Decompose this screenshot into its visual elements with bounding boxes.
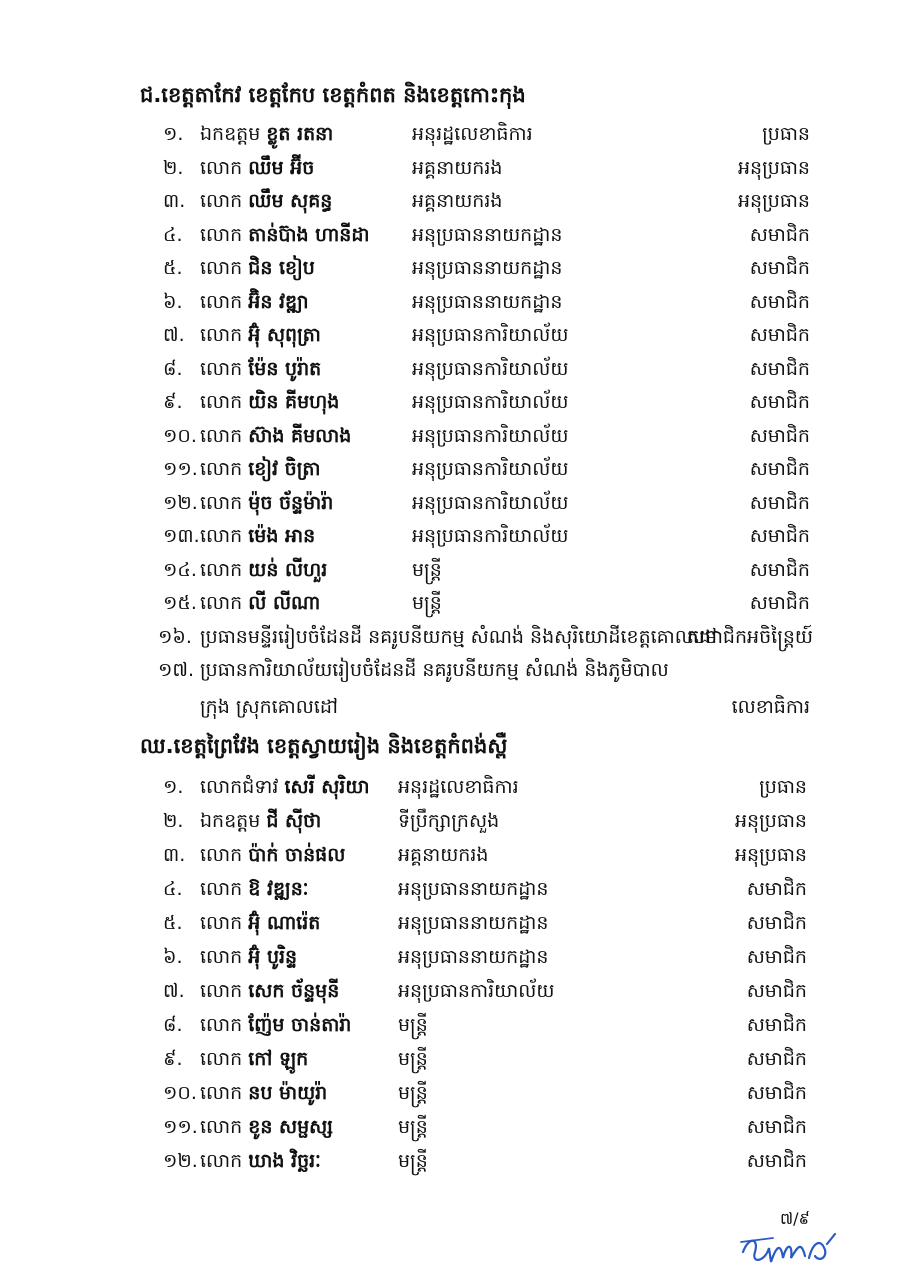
list-item: [0, 457, 905, 489]
item-position: ទីប្រឹក្សាក្រសួង: [398, 810, 500, 832]
item-role: សមាជិក: [746, 946, 807, 968]
item-position: អនុប្រធានការិយាល័យ: [412, 491, 569, 514]
list-item: [0, 223, 905, 255]
item-position: អគ្គនាយករង: [412, 190, 503, 212]
item-role: សមាជិក: [749, 491, 810, 514]
item-number: ៧.: [163, 980, 185, 1002]
list-item: [0, 390, 905, 422]
item-role: អនុប្រធាន: [735, 844, 807, 866]
item-honorific: [200, 843, 345, 871]
item-number: ៦.: [163, 946, 183, 968]
section1-title: ជ.ខេត្តតាកែវ ខេត្តកែប ខេត្តកំពត និងខេត្តកោះកុង: [140, 83, 526, 107]
item-role: សមាជិក: [746, 1048, 807, 1070]
item-honorific: [200, 1081, 327, 1109]
item-position: អនុប្រធាននាយកដ្ឋាន: [398, 878, 549, 900]
item-number: ៩.: [163, 1048, 183, 1070]
item-position: មន្ត្រី: [398, 1082, 428, 1104]
list-item: [0, 1081, 905, 1113]
item-position: អគ្គនាយករង: [398, 844, 489, 866]
item-honorific: [200, 156, 314, 184]
item-honorific: [200, 558, 327, 586]
item-title: ឯកឧត្តម: [200, 123, 261, 145]
item-name: ស៊ាង គីមលាង: [248, 424, 352, 447]
item-position: មន្ត្រី: [412, 558, 442, 581]
list-item: [0, 695, 905, 727]
item-honorific: [200, 809, 321, 837]
item-role: សមាជិក: [749, 424, 810, 447]
item-title: ឯកឧត្តម: [200, 810, 261, 832]
item-number: ១៧.: [158, 659, 195, 681]
item-name: អ៊ុំ ណារ៉េត: [248, 912, 321, 934]
item-honorific: [200, 256, 315, 284]
item-role: សមាជិក: [746, 1150, 807, 1172]
item-position: អនុប្រធានការិយាល័យ: [412, 324, 569, 346]
item-position: មន្ត្រី: [398, 1014, 428, 1036]
item-honorific: [200, 357, 321, 385]
item-honorific: [200, 979, 339, 1007]
item-name: នប ម៉ាយូរ៉ា: [248, 1082, 328, 1104]
item-title: លោក: [200, 257, 243, 279]
item-role: លេខាធិការ: [731, 696, 810, 718]
item-number: ១៤.: [163, 558, 197, 581]
item-role: សមាជិក: [746, 1116, 807, 1138]
list-item: [0, 911, 905, 943]
item-name: ប៉ាក់ ចាន់ផល: [248, 844, 346, 866]
item-position: មន្ត្រី: [398, 1048, 428, 1070]
item-title: លោក: [200, 458, 243, 480]
list-item: [0, 256, 905, 288]
item-role: អនុប្រធាន: [735, 810, 807, 832]
item-name: ឈឹម សុគន្ធ: [248, 190, 333, 212]
item-number: ១៦.: [158, 626, 192, 648]
list-item: [0, 775, 905, 807]
item-name: ជិន ខៀប: [248, 257, 315, 279]
item-title: លោកជំទាវ: [200, 776, 279, 798]
item-position: ប្រធានការិយាល័យរៀបចំដែនដី នគរូបនីយកម្ម សំណង់ និងភូមិបាល: [200, 659, 669, 681]
list-item: [0, 809, 905, 841]
item-position: អនុប្រធានការិយាល័យ: [412, 424, 569, 447]
item-position: អនុប្រធាននាយកដ្ឋាន: [398, 912, 549, 934]
item-position: អនុប្រធានការិយាល័យ: [412, 458, 569, 480]
item-name: ឱ វឌ្ឍនៈ: [248, 878, 309, 900]
item-name: ញ៉ែម ចាន់តារ៉ា: [248, 1014, 352, 1036]
item-name: ខៀវ ចិត្រា: [248, 458, 321, 480]
item-name: សេរី សុរិយា: [284, 776, 370, 798]
item-title: លោក: [200, 1014, 243, 1036]
list-item: [0, 1115, 905, 1147]
item-title: លោក: [200, 1116, 243, 1138]
item-honorific: [200, 775, 369, 803]
item-position: អនុប្រធាននាយកដ្ឋាន: [412, 223, 563, 246]
item-number: ១១.: [163, 1116, 198, 1138]
item-title: លោក: [200, 946, 243, 968]
item-honorific: [200, 1115, 333, 1143]
item-name: តាន់ប៊ាង ហានីដា: [248, 223, 370, 246]
item-honorific: [200, 524, 315, 552]
item-position: អនុប្រធាននាយកដ្ឋាន: [412, 257, 563, 279]
item-name: ម៉ែន បូរ៉ាត: [248, 357, 322, 380]
section2-title: ឈ.ខេត្តព្រៃវែង ខេត្តស្វាយរៀង និងខេត្តកំពង់ស្ពឺ: [140, 734, 508, 758]
item-title: លោក: [200, 190, 243, 212]
item-position: អនុប្រធានការិយាល័យ: [412, 391, 569, 413]
list-item: [0, 625, 905, 657]
item-role: អនុប្រធាន: [738, 190, 810, 212]
item-honorific: [200, 323, 321, 351]
item-title: លោក: [200, 844, 243, 866]
item-number: ៥.: [163, 257, 183, 279]
list-item: [0, 122, 905, 154]
item-name: អ៊ុំ បូរិន្ទ: [248, 946, 298, 968]
item-honorific: [200, 424, 351, 452]
item-title: លោក: [200, 290, 243, 313]
item-number: ៣.: [163, 190, 186, 212]
item-honorific: [200, 290, 309, 318]
item-honorific: [200, 223, 369, 251]
list-item: [0, 945, 905, 977]
list-item: [0, 979, 905, 1011]
item-role: សមាជិក: [749, 458, 810, 480]
item-number: ២.: [163, 810, 184, 832]
item-number: ៣.: [163, 844, 186, 866]
item-role: សមាជិក: [749, 558, 810, 581]
item-title: លោក: [200, 558, 243, 581]
item-title: លោក: [200, 1048, 243, 1070]
item-number: ៧.: [163, 324, 185, 346]
item-title: លោក: [200, 491, 243, 514]
item-name: សេក ច័ន្ទមុនី: [248, 980, 340, 1002]
item-position: អនុរដ្ឋលេខាធិការ: [412, 123, 533, 145]
item-name: យិន គីមហុង: [248, 391, 340, 413]
item-position: មន្ត្រី: [412, 592, 442, 614]
item-name: ឈឹម អ៊ីច: [248, 156, 315, 179]
item-title: លោក: [200, 324, 243, 346]
item-title: លោក: [200, 980, 243, 1002]
item-role: អនុប្រធាន: [738, 156, 810, 179]
list-item: [0, 558, 905, 590]
item-name: លី លីណា: [248, 592, 321, 614]
page-number: ៧/៩: [780, 1209, 810, 1228]
item-position: អនុប្រធាននាយកដ្ឋាន: [412, 290, 563, 313]
item-role: សមាជិក: [749, 324, 810, 346]
item-title: លោក: [200, 424, 243, 447]
item-title: លោក: [200, 1150, 243, 1172]
item-number: ២.: [163, 156, 184, 179]
item-role: សមាជិក: [749, 592, 810, 614]
item-number: ១២.: [163, 1150, 198, 1172]
item-name: កៅ ឡូក: [248, 1048, 309, 1070]
item-number: ៨.: [163, 357, 183, 380]
item-title: លោក: [200, 156, 243, 179]
list-item: [0, 491, 905, 523]
list-item: [0, 424, 905, 456]
item-number: ១៣.: [163, 525, 200, 547]
list-item: [0, 1149, 905, 1181]
item-role: សមាជិក: [749, 290, 810, 313]
item-honorific: [200, 945, 297, 973]
item-position: អនុប្រធានការិយាល័យ: [412, 525, 569, 547]
item-honorific: [200, 457, 320, 485]
item-role: សមាជិក: [746, 1082, 807, 1104]
item-position: មន្ត្រី: [398, 1150, 428, 1172]
item-position: អនុប្រធាននាយកដ្ឋាន: [398, 946, 549, 968]
item-number: ១.: [163, 123, 184, 145]
item-honorific: [200, 122, 333, 150]
list-item: [0, 1013, 905, 1045]
item-position: អនុប្រធានការិយាល័យ: [398, 980, 555, 1002]
item-role: សមាជិក: [746, 878, 807, 900]
list-item: [0, 323, 905, 355]
item-honorific: [200, 591, 320, 619]
item-honorific: [200, 1013, 351, 1041]
item-position: មន្ត្រី: [398, 1116, 428, 1138]
item-name: ម៉េង អាន: [248, 525, 316, 547]
item-role: សមាជិក: [749, 257, 810, 279]
item-name: អ៊ិន វឌ្ឍា: [248, 290, 309, 313]
item-position: អគ្គនាយករង: [412, 156, 503, 179]
item-position: ប្រធានមន្ទីររៀបចំដែនដី នគរូបនីយកម្ម សំណង់ និងសុរិយោដីខេត្តគោលដៅ: [200, 626, 717, 648]
item-name: ខូន សម្ផស្ស: [248, 1116, 333, 1138]
item-number: ៩.: [163, 391, 183, 413]
item-title: លោក: [200, 391, 243, 413]
item-number: ១០.: [163, 1082, 197, 1104]
item-honorific: [200, 491, 333, 519]
item-position: អនុរដ្ឋលេខាធិការ: [398, 776, 519, 798]
list-item: [0, 843, 905, 875]
item-role: សមាជិក: [749, 525, 810, 547]
item-honorific: [200, 390, 339, 418]
item-role: ប្រធាន: [762, 123, 810, 145]
item-role: សមាជិក: [746, 1014, 807, 1036]
item-name: ជី ស៊ីថា: [266, 810, 322, 832]
item-title: លោក: [200, 1082, 243, 1104]
list-item: [0, 658, 905, 690]
item-title: លោក: [200, 357, 243, 380]
item-number: ១១.: [163, 458, 198, 480]
item-number: ៦.: [163, 290, 183, 313]
item-title: លោក: [200, 592, 243, 614]
item-honorific: [200, 911, 320, 939]
item-role: សមាជិកអចិន្ត្រៃយ៍: [686, 626, 813, 648]
list-item: [0, 290, 905, 322]
list-item: [0, 189, 905, 221]
list-item: [0, 1047, 905, 1079]
list-item: [0, 156, 905, 188]
signature-mark: [735, 1222, 845, 1272]
list-item: [0, 591, 905, 623]
item-role: សមាជិក: [749, 357, 810, 380]
item-role: សមាជិក: [746, 912, 807, 934]
item-role: សមាជិក: [749, 391, 810, 413]
item-name: ម៉ុច ច័ន្ទម៉ារ៉ា: [248, 491, 334, 514]
item-title: លោក: [200, 223, 243, 246]
item-title: លោក: [200, 878, 243, 900]
item-role: សមាជិក: [749, 223, 810, 246]
item-title: លោក: [200, 912, 243, 934]
item-number: ៤.: [163, 223, 183, 246]
item-number: ១.: [163, 776, 184, 798]
item-position-continued: ក្រុង ស្រុកគោលដៅ: [200, 696, 338, 718]
item-name: យន់ លីហួរ: [248, 558, 328, 581]
item-number: ៤.: [163, 878, 183, 900]
item-position: អនុប្រធានការិយាល័យ: [412, 357, 569, 380]
item-number: ១៥.: [163, 592, 197, 614]
item-honorific: [200, 189, 332, 217]
item-title: លោក: [200, 525, 243, 547]
item-name: ឃាង វិច្ឆរៈ: [248, 1150, 321, 1172]
item-number: ១២.: [163, 491, 198, 514]
item-role: សមាជិក: [746, 980, 807, 1002]
item-number: ៥.: [163, 912, 183, 934]
item-name: អ៊ុំ សុពុត្រា: [248, 324, 321, 346]
item-honorific: [200, 1149, 321, 1177]
list-item: [0, 524, 905, 556]
item-honorific: [200, 877, 309, 905]
item-number: ៨.: [163, 1014, 183, 1036]
item-number: ១០.: [163, 424, 197, 447]
item-role: ប្រធាន: [759, 776, 807, 798]
item-honorific: [200, 1047, 308, 1075]
list-item: [0, 877, 905, 909]
list-item: [0, 357, 905, 389]
item-name: ខ្លូត រតនា: [266, 123, 334, 145]
